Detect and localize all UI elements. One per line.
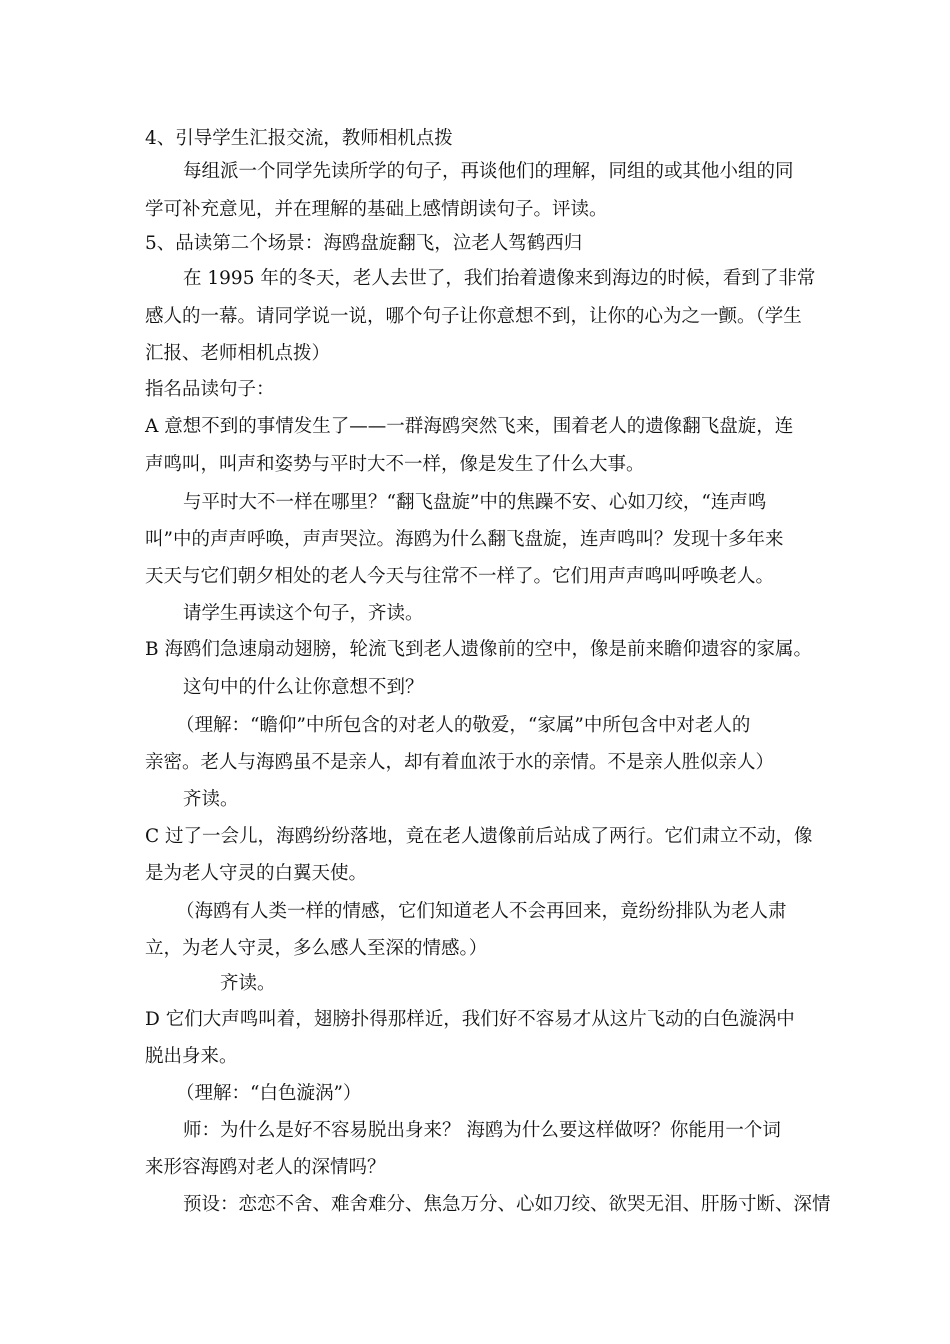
paragraph-line: （理解：“瞻仰”中所包含的对老人的敬爱，“家属”中所包含中对老人的 <box>176 715 751 736</box>
paragraph-line: 这句中的什么让你意想不到？ <box>183 677 424 698</box>
paragraph-line: 立，为老人守灵，多么感人至深的情感。） <box>145 938 488 959</box>
heading-step-5: 5、品读第二个场景：海鸥盘旋翻飞，泣老人驾鹤西归 <box>145 233 583 254</box>
paragraph-line: 每组派一个同学先读所学的句子，再谈他们的理解，同组的或其他小组的同 <box>183 161 794 182</box>
sentence-b: B 海鸥们急速扇动翅膀，轮流飞到老人遗像前的空中，像是前来瞻仰遗容的家属。 <box>145 639 812 660</box>
paragraph-line: 齐读。 <box>220 973 276 994</box>
sentence-c-cont: 是为老人守灵的白翼天使。 <box>145 863 368 884</box>
paragraph-line: 与平时大不一样在哪里？“翻飞盘旋”中的焦躁不安、心如刀绞，“连声鸣 <box>183 492 767 513</box>
paragraph-line: （理解：“白色漩涡”） <box>176 1083 362 1104</box>
heading-step-4: 4、引导学生汇报交流，教师相机点拨 <box>145 128 453 149</box>
paragraph-line: 来形容海鸥对老人的深情吗？ <box>145 1157 386 1178</box>
sentence-a-cont: 声鸣叫，叫声和姿势与平时大不一样，像是发生了什么大事。 <box>145 454 645 475</box>
paragraph-line: 叫”中的声声呼唤，声声哭泣。海鸥为什么翻飞盘旋，连声鸣叫？发现十多年来 <box>145 529 784 550</box>
paragraph-line: 预设：恋恋不舍、难舍难分、焦急万分、心如刀绞、欲哭无泪、肝肠寸断、深情 <box>183 1194 831 1215</box>
paragraph-line: 齐读。 <box>183 789 239 810</box>
sentence-d: D 它们大声鸣叫着，翅膀扑得那样近，我们好不容易才从这片飞动的白色漩涡中 <box>145 1009 795 1030</box>
paragraph-line: 请学生再读这个句子，齐读。 <box>183 603 424 624</box>
paragraph-line: （海鸥有人类一样的情感，它们知道老人不会再回来，竟纷纷排队为老人肃 <box>176 901 787 922</box>
paragraph-line: 亲密。老人与海鸥虽不是亲人，却有着血浓于水的亲情。不是亲人胜似亲人） <box>145 752 775 773</box>
paragraph-line: 感人的一幕。请同学说一说，哪个句子让你意想不到，让你的心为之一颤。（学生 <box>145 306 802 327</box>
sentence-c: C 过了一会儿，海鸥纷纷落地，竟在老人遗像前后站成了两行。它们肃立不动，像 <box>145 826 813 847</box>
sentence-d-cont: 脱出身来。 <box>145 1046 238 1067</box>
paragraph-line: 天天与它们朝夕相处的老人今天与往常不一样了。它们用声声鸣叫呼唤老人。 <box>145 566 775 587</box>
paragraph-line: 指名品读句子： <box>145 379 275 400</box>
paragraph-line: 学可补充意见，并在理解的基础上感情朗读句子。评读。 <box>145 199 608 220</box>
paragraph-line: 在 1995 年的冬天，老人去世了，我们抬着遗像来到海边的时候，看到了非常 <box>183 268 816 289</box>
paragraph-line: 师：为什么是好不容易脱出身来？ 海鸥为什么要这样做呀？你能用一个词 <box>183 1120 781 1141</box>
paragraph-line: 汇报、老师相机点拨） <box>145 343 331 364</box>
sentence-a: A 意想不到的事情发生了——一群海鸥突然飞来，围着老人的遗像翻飞盘旋，连 <box>145 416 794 437</box>
